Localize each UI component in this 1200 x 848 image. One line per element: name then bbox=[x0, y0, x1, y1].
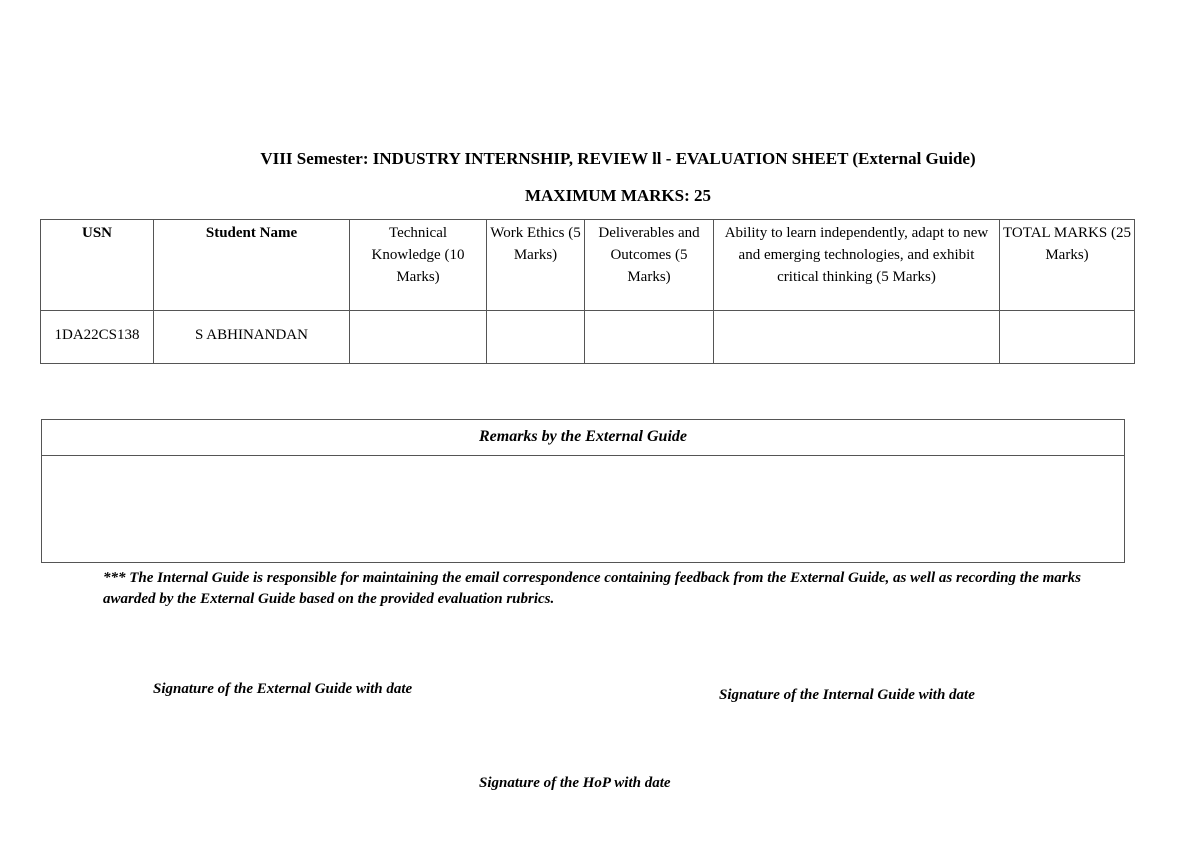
maximum-marks: MAXIMUM MARKS: 25 bbox=[524, 186, 712, 205]
header-student-name: Student Name bbox=[154, 220, 350, 311]
remarks-box bbox=[41, 419, 1125, 563]
cell-student-name: S ABHINANDAN bbox=[154, 311, 350, 364]
cell-ability[interactable] bbox=[714, 311, 1000, 364]
cell-work-ethics[interactable] bbox=[487, 311, 585, 364]
header-deliverables: Deliverables and Outcomes (5 Marks) bbox=[585, 220, 714, 311]
signature-external-guide: Signature of the External Guide with date bbox=[153, 681, 413, 697]
header-ability: Ability to learn independently, adapt to new and emerging technologies, and exhibit critical thinking (5 Marks) bbox=[714, 220, 1000, 311]
cell-total-marks[interactable] bbox=[1000, 311, 1135, 364]
document-title: VIII Semester: INDUSTRY INTERNSHIP, REVIEW ll - EVALUATION SHEET (External Guide) bbox=[260, 149, 976, 168]
cell-technical-knowledge[interactable] bbox=[350, 311, 487, 364]
header-technical-knowledge: Technical Knowledge (10 Marks) bbox=[350, 220, 487, 311]
table-header-row bbox=[41, 220, 1135, 311]
header-total-marks: TOTAL MARKS (25 Marks) bbox=[1000, 220, 1135, 311]
header-work-ethics: Work Ethics (5 Marks) bbox=[487, 220, 585, 311]
remarks-heading: Remarks by the External Guide bbox=[42, 420, 1124, 456]
cell-usn: 1DA22CS138 bbox=[41, 311, 154, 364]
table-row bbox=[41, 311, 1135, 364]
internal-guide-note: *** The Internal Guide is responsible for maintaining the email correspondence containing feedback from the External Guide, as well as recording the marks awarded by the External Guide based on the provided evaluation rubrics. bbox=[103, 570, 1081, 607]
signature-hop: Signature of the HoP with date bbox=[479, 775, 671, 791]
cell-deliverables[interactable] bbox=[585, 311, 714, 364]
evaluation-table bbox=[40, 219, 1135, 364]
signature-internal-guide: Signature of the Internal Guide with date bbox=[719, 687, 975, 703]
header-usn: USN bbox=[41, 220, 154, 311]
